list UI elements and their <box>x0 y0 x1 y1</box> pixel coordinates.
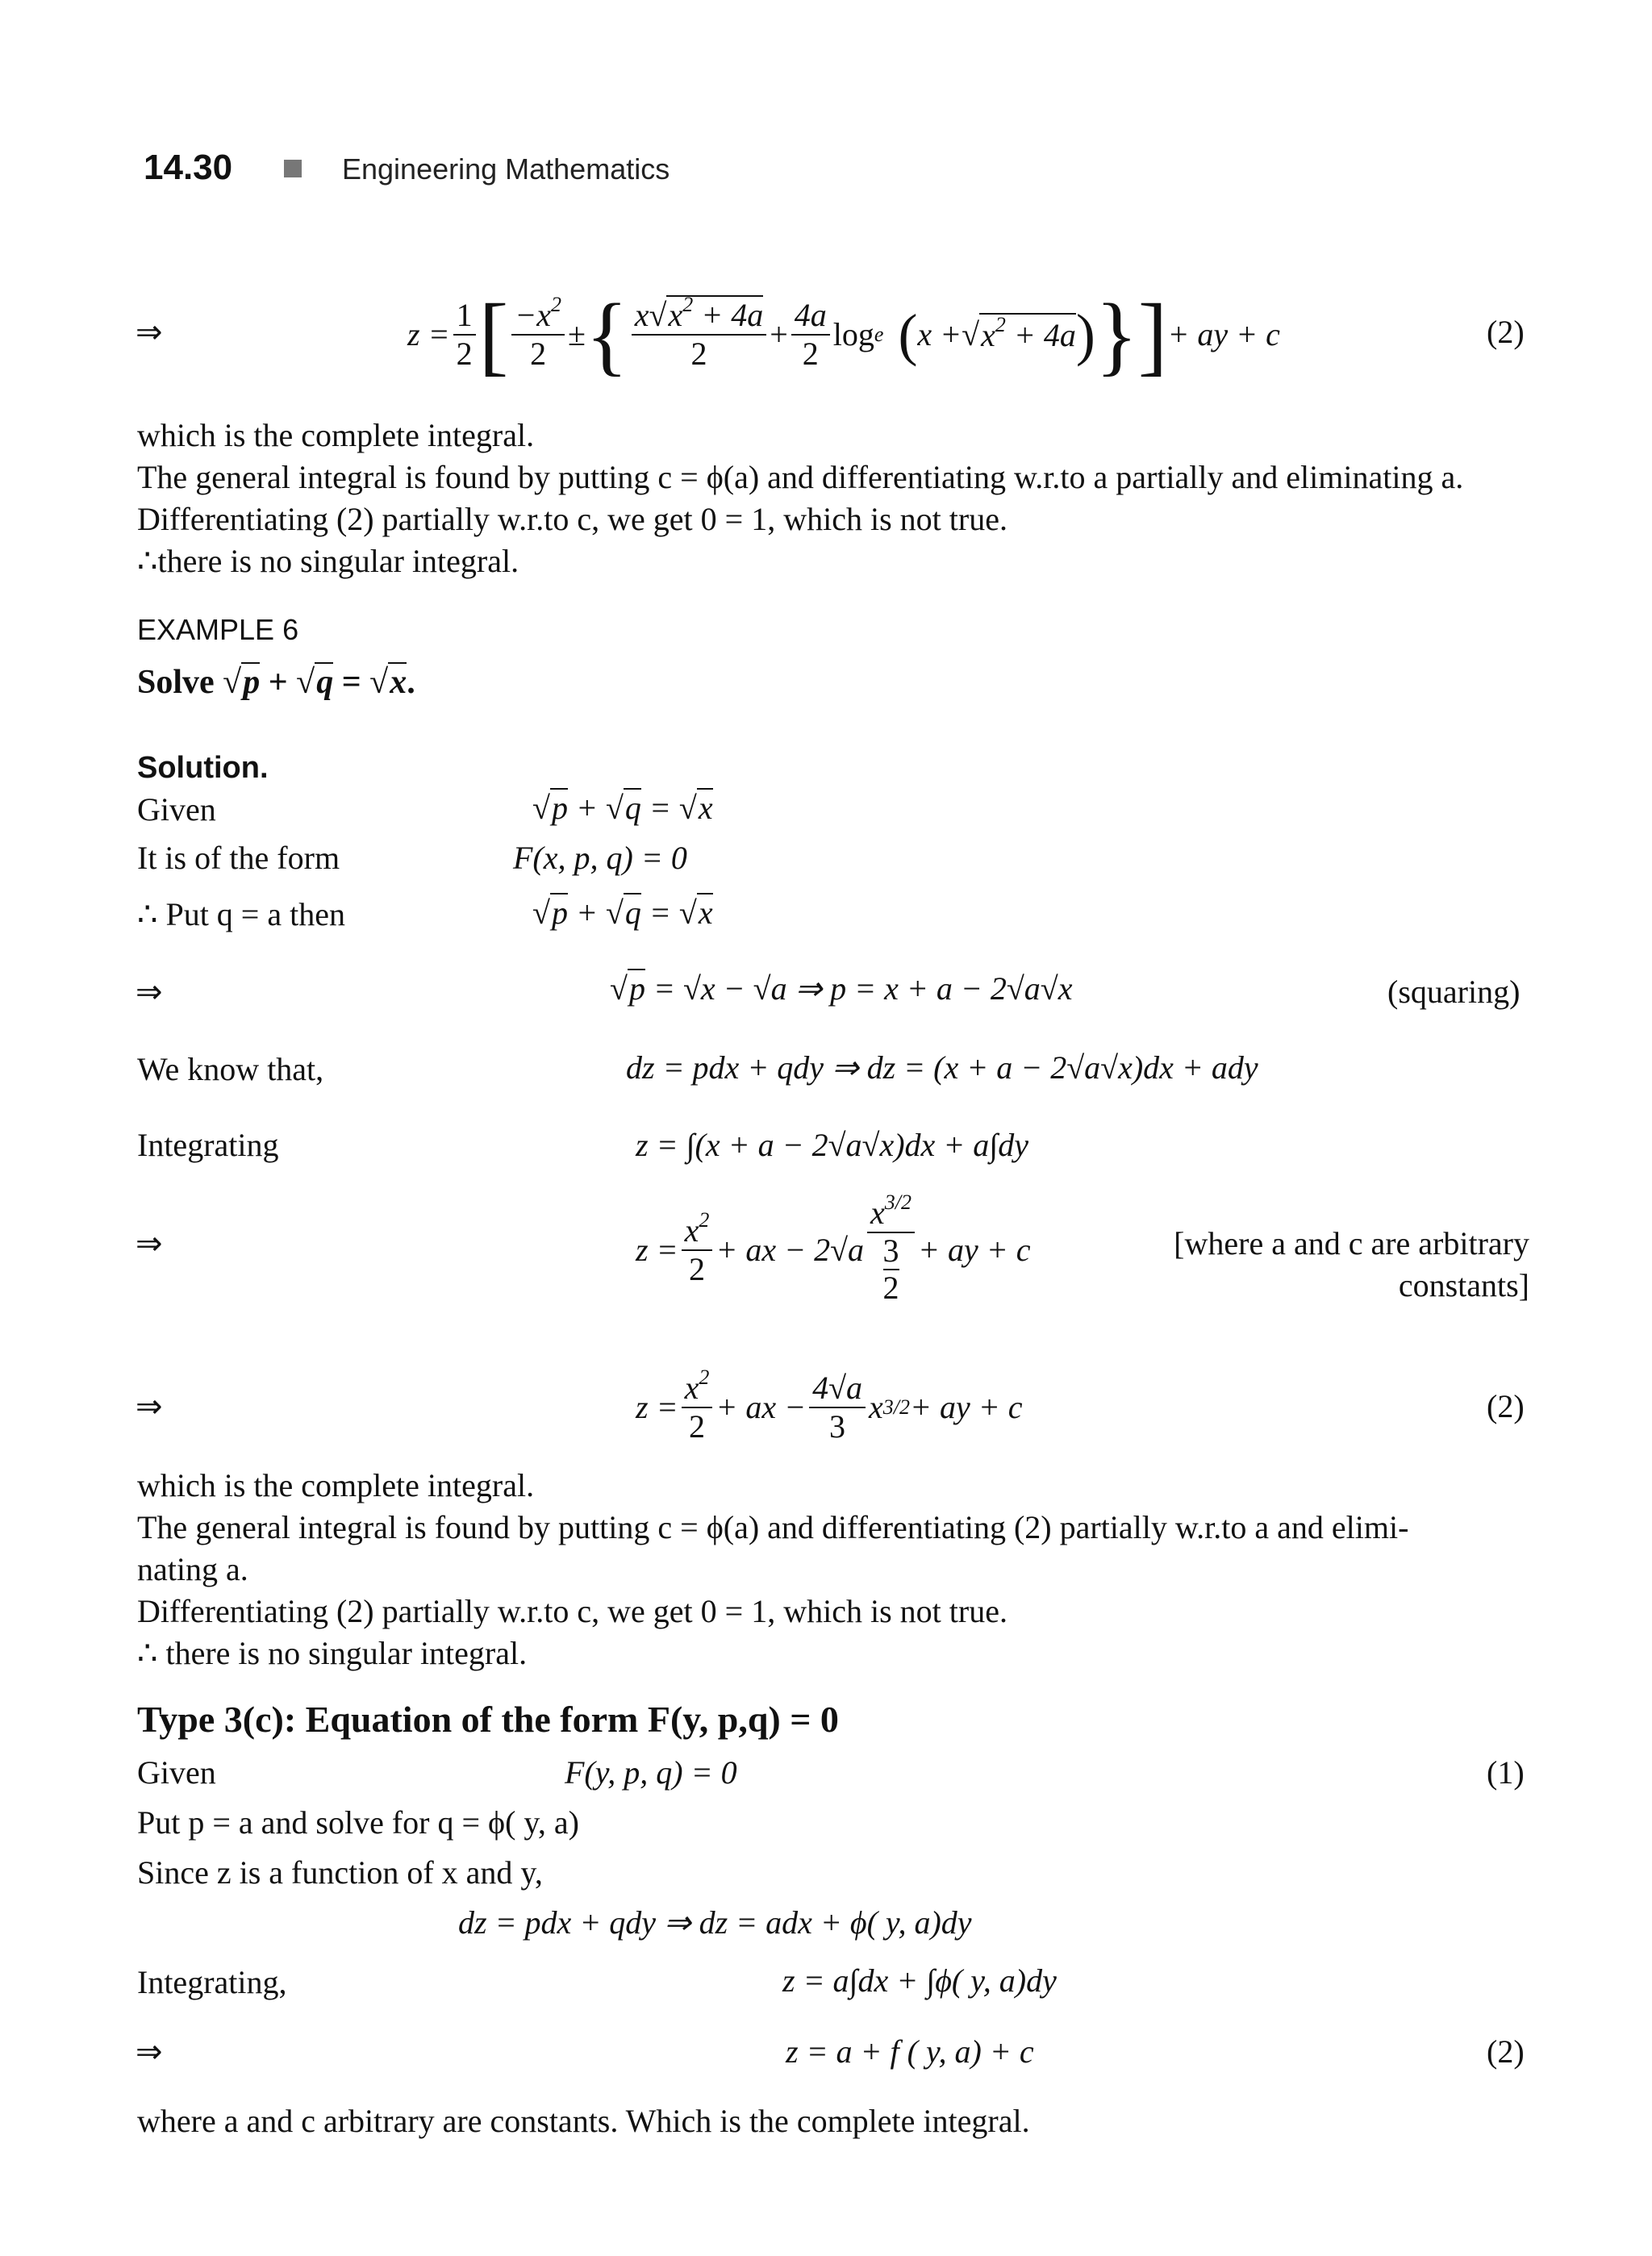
equation-number: (2) <box>1487 1388 1525 1424</box>
text-line: ∴ there is no singular integral. <box>137 1635 528 1671</box>
implies-arrow: ⇒ <box>136 974 163 1010</box>
fraction-1: $\frac{-x^2}{2}$ <box>511 297 565 373</box>
plus-sign: + <box>770 316 788 352</box>
implies-arrow: ⇒ <box>136 1225 163 1261</box>
integral-expr: z = ∫(x + a − 2√a√x)dx + a∫dy <box>636 1127 1029 1163</box>
z-expression-2: z = $\frac{x^2}{2}$ + ax − $\frac{4√a}{3}$ x 3/2 + ay + c <box>636 1366 1023 1445</box>
squaring-note: (squaring) <box>1387 974 1521 1010</box>
header-square-icon <box>284 160 302 181</box>
text-line: Differentiating (2) partially w.r.to c, we get 0 = 1, which is not true. <box>137 1593 1007 1629</box>
implies-arrow: ⇒ <box>136 314 163 350</box>
given-expr: √p + √q = √x <box>532 790 713 826</box>
closing-text: where a and c arbitrary are constants. Which is the complete integral. <box>137 2103 1030 2139</box>
text-line: Since z is a function of x and y, <box>137 1854 543 1891</box>
text-line: ∴there is no singular integral. <box>137 543 519 579</box>
text-line: Put p = a and solve for q = ϕ( y, a) <box>137 1804 579 1841</box>
implies-arrow: ⇒ <box>136 2033 163 2070</box>
z-expression-1: z = $\frac{x^2}{2}$ + ax − 2√a $x^{3/2}$ 3 2 + ay + c <box>636 1191 1031 1306</box>
text-line: The general integral is found by putting c = ϕ(a) and differentiating (2) partially w.r.to a and elimi- <box>137 1509 1409 1545</box>
dz-expr: dz = pdx + qdy ⇒ dz = adx + ϕ( y, a)dy <box>458 1904 972 1941</box>
integral-expr: z = a∫dx + ∫ϕ( y, a)dy <box>782 1962 1057 1999</box>
squared-expr: √p = √x − √a ⇒ p = x + a − 2√a√x <box>610 970 1073 1007</box>
given-label: Given <box>137 1754 216 1791</box>
know-expr: dz = pdx + qdy ⇒ dz = (x + a − 2√a√x)dx + ady <box>626 1049 1258 1086</box>
put-expr: √p + √q = √x <box>532 894 713 931</box>
log-text: log <box>832 316 874 352</box>
eq-lhs: z = <box>407 316 450 352</box>
left-brace: { <box>585 286 628 384</box>
fraction-half: $\frac{1}{2}$ <box>453 297 476 373</box>
plus-minus: ± <box>567 316 586 352</box>
final-expr: z = a + f ( y, a) + c <box>786 2033 1034 2070</box>
equation-number: (1) <box>1487 1754 1525 1791</box>
given-expr: F(y, p, q) = 0 <box>565 1754 737 1791</box>
text-line: which is the complete integral. <box>137 417 535 453</box>
solution-heading: Solution. <box>137 751 269 785</box>
fraction-2: $\frac{x√x^2 + 4a}{2}$ <box>632 297 766 373</box>
left-bracket: [ <box>478 286 509 384</box>
integrating-label: Integrating, <box>137 1964 287 2000</box>
example-statement: Solve √p + √q = √x. <box>137 664 415 701</box>
put-label: ∴ Put q = a then <box>137 896 345 932</box>
page-number: 14.30 <box>144 148 233 187</box>
form-label: It is of the form <box>137 840 340 876</box>
equation-number: (2) <box>1487 2033 1525 2070</box>
implies-arrow: ⇒ <box>136 1388 163 1424</box>
integrating-label: Integrating <box>137 1127 279 1163</box>
running-title: Engineering Mathematics <box>342 152 670 186</box>
fraction-3: $\frac{4a}{2}$ <box>791 297 830 373</box>
given-label: Given <box>137 791 216 828</box>
example-label: EXAMPLE 6 <box>137 613 299 646</box>
equation-top: z = $\frac{1}{2}$ [ $\frac{-x^2}{2}$ ± { $\frac{x√x^2 + 4a}{2}$ + $\frac{4a}{2}$ log e ( x + √ $x^2 + 4a$ ) } ] + ay + c <box>407 286 1280 384</box>
equation-number: (2) <box>1487 314 1525 350</box>
text-line: The general integral is found by putting c = ϕ(a) and differentiating w.r.to a partially and eliminating a. <box>137 459 1464 495</box>
text-line: Differentiating (2) partially w.r.to c, we get 0 = 1, which is not true. <box>137 501 1007 537</box>
eq-tail: + ay + c <box>1167 316 1280 352</box>
arbitrary-note-1: [where a and c are arbitrary <box>1174 1225 1529 1261</box>
text-line: nating a. <box>137 1551 248 1587</box>
right-bracket: ] <box>1137 286 1168 384</box>
right-brace: } <box>1095 286 1138 384</box>
text-line: which is the complete integral. <box>137 1467 535 1503</box>
arbitrary-note-2: constants] <box>1398 1267 1529 1303</box>
know-label: We know that, <box>137 1051 324 1087</box>
section-heading: Type 3(c): Equation of the form F(y, p,q) = 0 <box>137 1699 839 1740</box>
form-expr: F(x, p, q) = 0 <box>513 840 687 876</box>
